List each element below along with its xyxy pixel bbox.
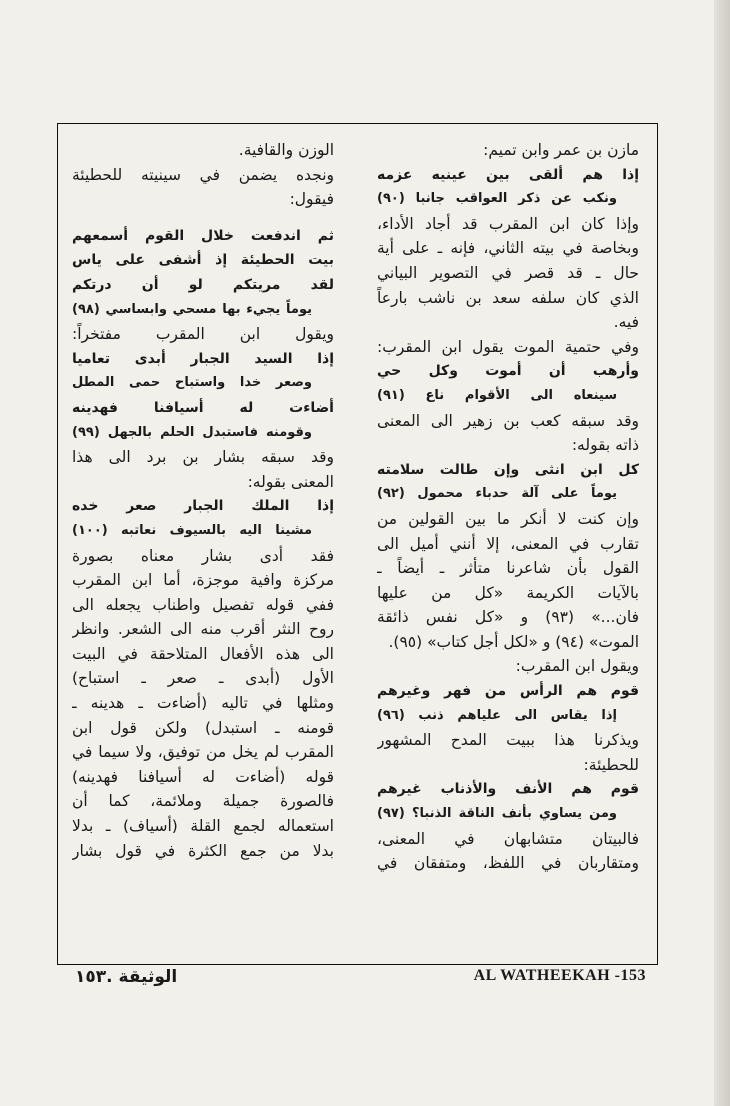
text-line: فالصورة جميلة وملائمة، كما أن bbox=[72, 792, 334, 811]
text-line: ونجده يضمن في سينيته للحطيئة bbox=[72, 165, 334, 184]
verse-line: وصعر خدا واستباح حمى المطل bbox=[72, 375, 312, 391]
verse-line: يوماً على آلة حدباء محمول (٩٢) bbox=[377, 486, 617, 502]
verse-line: سينعاه الى الأقوام ناع (٩١) bbox=[377, 387, 617, 403]
text-line: المعنى بقوله: bbox=[247, 472, 334, 491]
text-line: وإذا كان ابن المقرب قد أجاد الأداء، bbox=[377, 214, 639, 233]
text-line: فقد أدى بشار معناه بصورة bbox=[72, 546, 334, 565]
text-line: ومثلها في تاليه (أضاءت ـ هدينه ـ bbox=[72, 694, 334, 713]
verse-line: إذا السيد الجبار أبدى تعاميا bbox=[72, 350, 334, 367]
text-line: ذاته بقوله: bbox=[571, 436, 639, 455]
verse-line: كل ابن انثى وإن طالت سلامته bbox=[377, 461, 639, 478]
text-line: ويقول ابن المقرب: bbox=[515, 657, 639, 676]
page-frame bbox=[57, 123, 658, 965]
text-line: وإن كنت لا أنكر ما بين القولين من bbox=[377, 509, 639, 528]
text-line: مركزة وافية موجزة، أما ابن المقرب bbox=[72, 571, 334, 590]
verse-line: بيت الحطيئة إذ أشفى على ياس bbox=[72, 252, 334, 269]
text-line: مازن بن عمر وابن تميم: bbox=[483, 141, 639, 159]
text-line: تقارب في المعنى، إلا أنني أميل الى bbox=[377, 534, 639, 553]
text-line: حال ـ قد قصر في التصوير البياني bbox=[377, 263, 639, 282]
footer-english-page-label: AL WATHEEKAH -153 bbox=[473, 967, 646, 984]
text-line: قومنه ـ استبدل) ولكن قول ابن bbox=[72, 718, 334, 737]
page-footer bbox=[57, 967, 658, 997]
spacer bbox=[72, 212, 334, 224]
text-line: استعماله لجمع القلة (أسياف) ـ بدلا bbox=[72, 817, 334, 836]
text-line: ويذكرنا هذا ببيت المدح المشهور bbox=[377, 731, 639, 750]
text-line: وقد سبقه بشار بن برد الى هذا bbox=[72, 448, 334, 467]
text-line: للحطيئة: bbox=[583, 755, 639, 774]
right-column bbox=[377, 138, 639, 876]
verse-line: ثم اندفعت خلال القوم أسمعهم bbox=[72, 227, 334, 244]
verse-line: وأرهب أن أموت وكل حي bbox=[377, 363, 639, 380]
verse-line: مشينا اليه بالسيوف نعاتبه (١٠٠) bbox=[72, 522, 312, 538]
text-line: القول بأن شاعرنا متأثر ـ أيضاً ـ bbox=[377, 559, 639, 578]
verse-line: قوم هم الأنف والأذناب غيرهم bbox=[377, 781, 639, 798]
text-line: بدلا من جمع الكثرة في قول بشار bbox=[72, 841, 334, 860]
text-line: فالبيتان متشابهان في المعنى، bbox=[377, 829, 639, 848]
text-line: وفي حتمية الموت يقول ابن المقرب: bbox=[377, 337, 639, 356]
text-line: وبخاصة في بيته الثاني، فإنه ـ على أية bbox=[377, 239, 639, 258]
text-line: قوله (أضاءت له أسيافنا فهدينه) bbox=[72, 767, 334, 786]
text-line: روح النثر أقرب منه الى الشعر. وانظر bbox=[72, 620, 334, 639]
text-line: الوزن والقافية. bbox=[238, 141, 334, 159]
text-line: الذي كان سلفه سعد بن ناشب بارعاً bbox=[377, 288, 639, 307]
verse-line: لقد مريتكم لو أن درتكم bbox=[72, 276, 334, 293]
text-line: الى هذه الأفعال المتلاحقة في البيت bbox=[72, 644, 334, 663]
text-line: المقرب لم يخل من توفيق، ولا سيما في bbox=[72, 743, 334, 762]
text-line: بالآيات الكريمة «كل من عليها bbox=[377, 583, 639, 602]
verse-line: إذا يقاس الى علياهم ذنب (٩٦) bbox=[377, 707, 617, 723]
text-line: وقد سبقه كعب بن زهير الى المعنى bbox=[377, 411, 639, 430]
verse-line: ومن يساوي بأنف الناقة الذنبا؟ (٩٧) bbox=[377, 806, 617, 822]
verse-line: ونكب عن ذكر العواقب جانبا (٩٠) bbox=[377, 191, 617, 207]
text-line: الأول (أبدى ـ صعر ـ استباح) bbox=[72, 669, 334, 688]
verse-line: قوم هم الرأس من فهر وغيرهم bbox=[377, 683, 639, 700]
scan-page-edge bbox=[714, 0, 730, 1106]
left-column bbox=[72, 138, 334, 863]
text-line: فان...» (٩٣) و «كل نفس ذائقة bbox=[377, 608, 639, 627]
verse-line: وقومنه فاستبدل الحلم بالجهل (٩٩) bbox=[72, 424, 312, 440]
verse-line: إذا الملك الجبار صعر خده bbox=[72, 498, 334, 515]
text-line: ففي قوله تفصيل واطناب يجعله الى bbox=[72, 595, 334, 614]
footer-arabic-page-label: الوثيقة .١٥٣ bbox=[75, 967, 178, 987]
text-line: ومتقاربان في اللفظ، ومتفقان في bbox=[377, 854, 639, 873]
text-line: فيقول: bbox=[289, 190, 334, 209]
verse-line: إذا هم ألقى بين عينيه عزمه bbox=[377, 166, 639, 183]
verse-line: يوماً يجيء بها مسحي وابساسي (٩٨) bbox=[72, 301, 312, 317]
text-line: الموت» (٩٤) و «لكل أجل كتاب» (٩٥). bbox=[388, 632, 639, 651]
verse-line: أضاءت له أسيافنا فهدينه bbox=[72, 399, 334, 416]
text-line: ويقول ابن المقرب مفتخراً: bbox=[72, 325, 334, 344]
text-line: فيه. bbox=[613, 313, 639, 332]
